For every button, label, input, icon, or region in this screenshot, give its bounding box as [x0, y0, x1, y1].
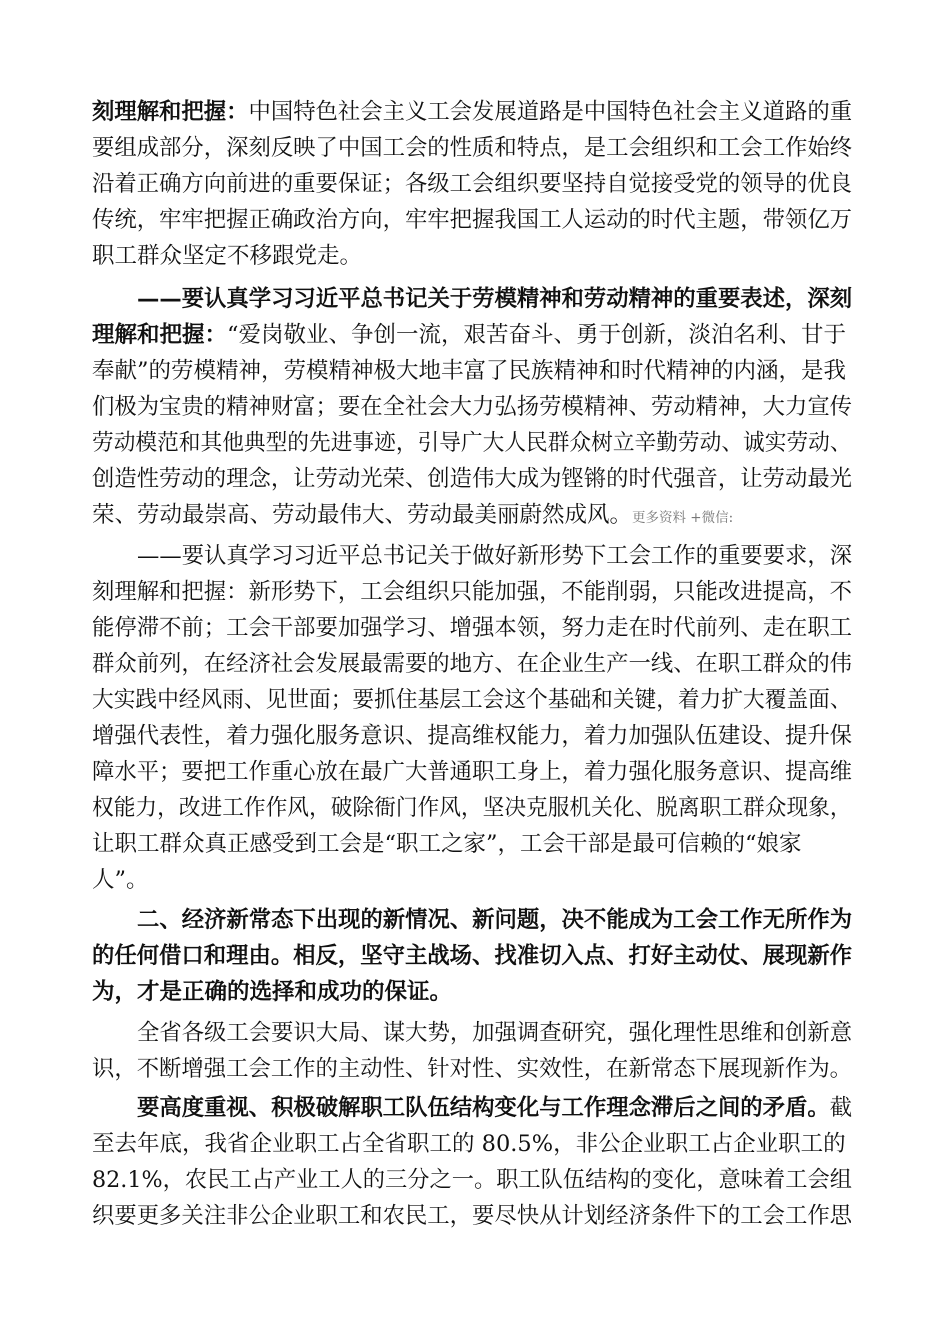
- text-line: [92, 862, 149, 898]
- body-text: ——要认真学习习近平总书记关于做好新形势下工会工作的重要要求，深: [137, 543, 853, 569]
- body-text: 织要更多关注非公企业职工和农民工，要尽快从计划经济条件下的工会工作思: [92, 1203, 853, 1229]
- body-text: 82.1%，农民工占产业工人的三分之一。职工队伍结构的变化，意味着工会组: [92, 1167, 852, 1193]
- body-text: 职工群众坚定不移跟党走。: [92, 243, 363, 269]
- text-line: [137, 538, 852, 574]
- text-line: [92, 1051, 852, 1087]
- body-text: 能停滞不前；工会干部要加强学习、增强本领，努力走在时代前列、走在职工: [92, 615, 853, 641]
- text-line: [92, 461, 852, 497]
- text-line: [92, 425, 852, 461]
- text-line: [92, 790, 852, 826]
- body-text: 中国特色社会主义工会发展道路是中国特色社会主义道路的重: [248, 99, 853, 125]
- body-text: 全省各级工会要识大局、谋大势，加强调查研究，强化理性思维和创新意: [137, 1020, 853, 1046]
- bold-text: 理解和把握：: [92, 322, 228, 348]
- text-line: [92, 938, 852, 974]
- body-text: 人”。: [92, 867, 149, 893]
- text-line: [92, 94, 852, 130]
- text-line: [137, 902, 852, 938]
- body-text: 要组成部分，深刻反映了中国工会的性质和特点，是工会组织和工会工作始终: [92, 135, 853, 161]
- bold-text: 二、经济新常态下出现的新情况、新问题，决不能成为工会工作无所作为: [137, 907, 853, 933]
- text-line: [92, 646, 852, 682]
- body-text: “爱岗敬业、争创一流，艰苦奋斗、勇于创新，淡泊名利、甘于: [227, 322, 847, 348]
- text-line: [92, 610, 852, 646]
- text-line: [92, 1198, 852, 1234]
- text-line: [92, 574, 852, 610]
- body-text: 识，不断增强工会工作的主动性、针对性、实效性，在新常态下展现新作为。: [92, 1056, 853, 1082]
- text-line: [92, 826, 802, 862]
- text-line: [92, 238, 362, 274]
- text-line: [92, 166, 852, 202]
- body-text: 群众前列，在经济社会发展最需要的地方、在企业生产一线、在职工群众的伟: [92, 651, 853, 677]
- bold-text: 为，才是正确的选择和成功的保证。: [92, 979, 453, 1005]
- text-line: [92, 1162, 852, 1198]
- text-line: [92, 718, 852, 754]
- watermark-note: 更多资料 +微信:: [632, 510, 734, 526]
- text-line: [92, 202, 852, 238]
- text-line: [92, 682, 852, 718]
- text-line: [92, 754, 852, 790]
- bold-text: 的任何借口和理由。相反，坚守主战场、找准切入点、打好主动仗、展现新作: [92, 943, 853, 969]
- text-line: [137, 1090, 852, 1126]
- text-line: [137, 1015, 852, 1051]
- body-text: 沿着正确方向前进的重要保证；各级工会组织要坚持自觉接受党的领导的优良: [92, 171, 853, 197]
- text-line: [92, 317, 846, 353]
- text-line: [92, 1126, 846, 1162]
- body-text: 劳动模范和其他典型的先进事迹，引导广大人民群众树立辛勤劳动、诚实劳动、: [92, 430, 852, 456]
- body-text: 让职工群众真正感受到工会是“职工之家”，工会干部是最可信赖的“娘家: [92, 831, 802, 857]
- text-line: [92, 497, 733, 533]
- bold-text: ——要认真学习习近平总书记关于劳模精神和劳动精神的重要表述，深刻: [137, 286, 853, 312]
- text-line: [92, 389, 852, 425]
- body-text: 荣、劳动最崇高、劳动最伟大、劳动最美丽蔚然成风。: [92, 502, 633, 528]
- body-text: 们极为宝贵的精神财富；要在全社会大力弘扬劳模精神、劳动精神，大力宣传: [92, 394, 853, 420]
- body-text: 创造性劳动的理念，让劳动光荣、创造伟大成为铿锵的时代强音，让劳动最光: [92, 466, 853, 492]
- bold-text: 刻理解和把握：: [92, 99, 249, 125]
- body-text: 截: [829, 1095, 853, 1121]
- body-text: 障水平；要把工作重心放在最广大普通职工身上，着力强化服务意识、提高维: [92, 759, 853, 785]
- text-line: [92, 353, 846, 389]
- body-text: 刻理解和把握：新形势下，工会组织只能加强，不能削弱，只能改进提高，不: [92, 579, 853, 605]
- text-line: [92, 974, 452, 1010]
- text-line: [137, 281, 852, 317]
- body-text: 增强代表性，着力强化服务意识、提高维权能力，着力加强队伍建设、提升保: [92, 723, 853, 749]
- body-text: 传统，牢牢把握正确政治方向，牢牢把握我国工人运动的时代主题，带领亿万: [92, 207, 853, 233]
- body-text: 权能力，改进工作作风，破除衙门作风，坚决克服机关化、脱离职工群众现象，: [92, 795, 852, 821]
- body-text: 奉献”的劳模精神，劳模精神极大地丰富了民族精神和时代精神的内涵，是我: [92, 358, 847, 384]
- text-line: [92, 130, 852, 166]
- body-text: 大实践中经风雨、见世面；要抓住基层工会这个基础和关键，着力扩大覆盖面、: [92, 687, 852, 713]
- bold-text: 要高度重视、积极破解职工队伍结构变化与工作理念滞后之间的矛盾。: [137, 1095, 830, 1121]
- body-text: 至去年底，我省企业职工占全省职工的 80.5%，非公企业职工占企业职工的: [92, 1131, 846, 1157]
